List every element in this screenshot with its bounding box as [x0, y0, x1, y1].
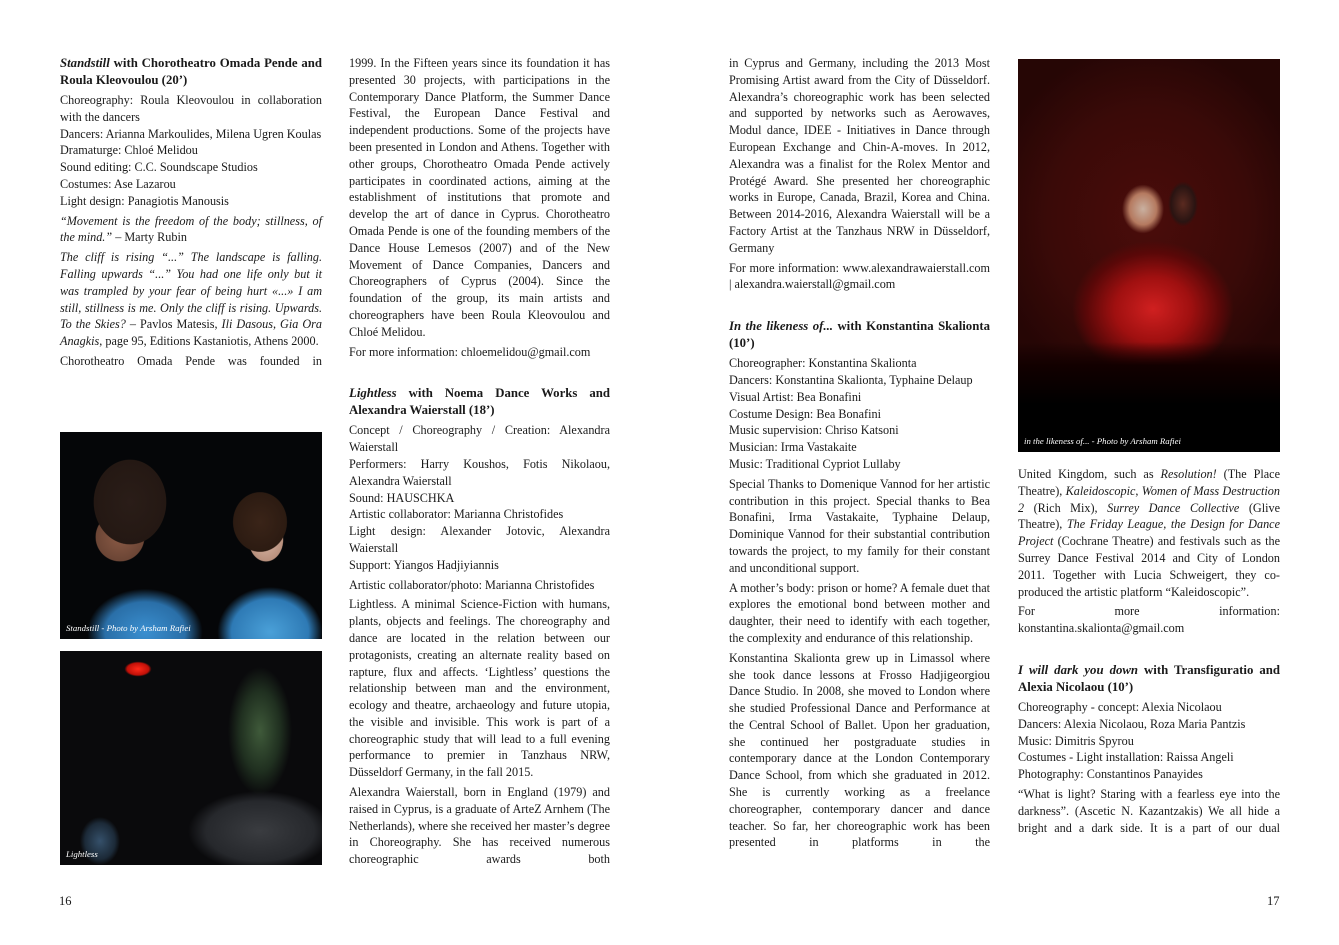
likeness-credit: Musician: Irma Vastakaite — [729, 440, 857, 455]
darkdown-credit: Music: Dimitris Spyrou — [1018, 733, 1134, 748]
standstill-about-start: Chorotheatro Omada Pende was founded in — [60, 353, 322, 368]
lightless-title: Lightless with Noema Dance Works and Alexandra Waierstall (18’) — [349, 386, 610, 418]
lightless-credit: Sound: HAUSCHKA — [349, 490, 455, 505]
work-title: Resolution! — [1160, 467, 1217, 481]
lightless-credit: Concept / Choreography / Creation: Alexandra Waierstall — [349, 423, 610, 455]
lightless-credit: Support: Yiangos Hadjiyiannis — [349, 557, 499, 572]
lightless-collaborator-photo: Artistic collaborator/photo: Marianna Christofides — [349, 577, 595, 592]
darkdown-description: “What is light? Staring with a fearless eye into the darkness”. (Ascetic N. Kazantzakis) We all hide a bright and a dark side. It is a part of our dual — [1018, 786, 1280, 835]
standstill-photo — [60, 432, 322, 639]
bio-text: , — [1135, 483, 1142, 498]
lightless-description: Lightless. A minimal Science-Fiction with humans, plants, objects and feelings. The choreography and dance are located in the relation between our protagonists, creating an alternate reality based on rapture, flux and affects. ‘Lightless’ questions the relationship between man and the environment, ecology and theatre, archaeology and future utopia, the visible and invisible. This work is part of a choreographic study that will lead to a full evening performance to premier in Tanzhaus NRW, Düsseldorf Germany, in the fall 2015. — [349, 597, 610, 780]
skalionta-bio: Konstantina Skalionta grew up in Limassol where she took dance lessons at Frosso Hadjigeorgiou Dance Studio. In 2008, she moved to London where she studied Professional Dance and Performance at the Central School of Ballet. Upon her graduation, she continued her postgraduate studies in contemporary dance at the London Contemporary Dance School, from which she graduated in 2012. She is currently working as a freelance choreographer, contemporary dancer and dance teacher. So far, her choreographic work has been presented in platforms in the — [729, 650, 990, 850]
left-page-column-1 — [60, 55, 322, 373]
darkdown-credit: Photography: Constantinos Panayides — [1018, 767, 1203, 782]
work-title: Women of Mass Destruction 2 — [1018, 483, 1280, 515]
right-page-column-1 — [729, 55, 990, 854]
darkdown-title: I will dark you down with Transfiguratio and Alexia Nicolaou (10’) — [1018, 662, 1280, 694]
work-title: Kaleidoscopic — [1065, 483, 1136, 498]
standstill-more-info: For more information: chloemelidou@gmail.com — [349, 344, 591, 359]
standstill-title: Standstill with Chorotheatro Omada Pende and Roula Kleovoulou (20’) — [60, 56, 322, 87]
likeness-credit: Choreographer: Konstantina Skalionta — [729, 356, 917, 371]
skalionta-more-info: For more information: konstantina.skalionta@gmail.com — [1018, 604, 1280, 636]
lightless-credit: Artistic collaborator: Marianna Christofides — [349, 507, 564, 522]
photo-caption: in the likeness of... - Photo by Arsham Rafiei — [1024, 436, 1181, 446]
standstill-credit: Choreography: Roula Kleovoulou in collaboration with the dancers — [60, 93, 322, 124]
skalionta-bio-cont — [1018, 466, 1280, 600]
standstill-credit: Dramaturge: Chloé Melidou — [60, 143, 198, 158]
page-number-right: 17 — [1267, 894, 1280, 908]
lightless-photo — [60, 651, 322, 865]
lightless-credit: Performers: Harry Koushos, Fotis Nikolaou, Alexandra Waierstall — [349, 456, 610, 488]
bio-text: (Cochrane Theatre) and festivals such as the Surrey Dance Festival 2014 and City of London 2011. Together with Lucia Schweigert, they co-produced the artistic platform “Kaleidoscopic”. — [1018, 534, 1280, 599]
standstill-about: 1999. In the Fifteen years since its foundation it has presented 30 projects, with participations in the Contemporary Dance Platform, the Summer Dance Festival, the European Dance Festival and independent productions. Some of the projects have been presented in London and Athens. Together with other groups, Chorotheatro Omada Pende actively participates in coordinated actions, aiming at the establishment of institutions that promote and develop the art of dance in Cyprus. Chorotheatro Omada Pende is one of the founding members of the Dance House Lemesos (2007) and of the New Movement of Dance Companies, Dancers and Choreographers of Cyprus (2004). Since the foundation of the group, its main artists and choreographers have been Roula Kleovoulou and Chloé Melidou. — [349, 56, 610, 339]
bio-text: (Rich Mix), — [1024, 500, 1108, 515]
standstill-credit: Light design: Panagiotis Manousis — [60, 193, 229, 208]
likeness-description: A mother’s body: prison or home? A female duet that explores the emotional bond between mother and daughter, their need to identify with each together, the complexity and endurance of this relationship. — [729, 580, 990, 645]
likeness-credit: Visual Artist: Bea Bonafini — [729, 389, 862, 404]
waierstall-bio: Alexandra Waierstall, born in England (1979) and raised in Cyprus, is a graduate of ArteZ Arnhem (The Netherlands), where she received her master’s degree in Choreography. She has received numerous choreographic awards both — [349, 785, 610, 867]
waierstall-bio-cont: in Cyprus and Germany, including the 2013 Most Promising Artist award from the City of Düsseldorf. Alexandra’s choreographic work has been selected and supported by networks such as Aerowaves, Modul dance, IDEE - Initiatives in Dance through European Exchange and Chin-A-moves. In 2012, Alexandra was a finalist for the Rolex Mentor and Protégé Award. She presented her choreographic works in Europe, Canada, Brazil, Korea and China. Between 2014-2016, Alexandra Waierstall will be a Factory Artist at the Tanzhaus NRW in Düsseldorf, Germany — [729, 56, 990, 255]
waierstall-more-info: For more information: www.alexandrawaierstall.com | alexandra.waierstall@gmail.com — [729, 260, 990, 292]
standstill-credit: Sound editing: C.C. Soundscape Studios — [60, 160, 258, 175]
likeness-thanks: Special Thanks to Domenique Vannod for her artistic contribution in this project. Special thanks to Bea Bonafini, Irma Vastakaite, Typhaine Delaup, Dominique Vannod for their substantial contribution towards the project, to my family for their constant and unconditional support. — [729, 476, 990, 575]
photo-caption: Standstill - Photo by Arsham Rafiei — [66, 623, 191, 633]
standstill-credit: Costumes: Ase Lazarou — [60, 176, 176, 191]
work-title: Surrey Dance Collective — [1107, 500, 1240, 515]
work-title: The Friday League, the Design for Dance Project — [1018, 517, 1280, 549]
lightless-credit: Light design: Alexander Jotovic, Alexandra Waierstall — [349, 524, 610, 555]
darkdown-credit: Costumes - Light installation: Raissa Angeli — [1018, 750, 1234, 765]
bio-text: (The Place Theatre), — [1018, 467, 1280, 498]
bio-text: (Glive Theatre), — [1018, 500, 1280, 532]
page-number-left: 16 — [59, 894, 72, 908]
left-page-column-2 — [349, 55, 610, 871]
likeness-credit: Dancers: Konstantina Skalionta, Typhaine Delaup — [729, 372, 973, 387]
standstill-credit: Dancers: Arianna Markoulides, Milena Ugren Koulas — [60, 126, 322, 141]
darkdown-credit: Choreography - concept: Alexia Nicolaou — [1018, 699, 1222, 714]
likeness-photo — [1018, 59, 1280, 452]
likeness-credit: Costume Design: Bea Bonafini — [729, 406, 881, 421]
standstill-quote-matesis: The cliff is rising “...” The landscape is falling. Falling upwards “...” You had one life only but it was trampled by your fear of being hurt «...» I am still, stillness is me. Only the cliff is rising. Upwards. To the Skies? – Pavlos Matesis, Ili Dasous, Gia Ora Anagkis, page 95, Editions Kastaniotis, Athens 2000. — [60, 250, 322, 349]
likeness-credit: Music: Traditional Cypriot Lullaby — [729, 456, 901, 471]
photo-caption: Lightless — [66, 849, 98, 859]
darkdown-credit: Dancers: Alexia Nicolaou, Roza Maria Pantzis — [1018, 716, 1246, 731]
likeness-title: In the likeness of... with Konstantina Skalionta (10’) — [729, 319, 990, 351]
likeness-credit: Music supervision: Chriso Katsoni — [729, 423, 899, 438]
bio-text: United Kingdom, such as — [1018, 467, 1161, 481]
right-page-column-2 — [1018, 466, 1280, 839]
standstill-quote-rubin: “Movement is the freedom of the body; stillness, of the mind.” – Marty Rubin — [60, 213, 322, 245]
